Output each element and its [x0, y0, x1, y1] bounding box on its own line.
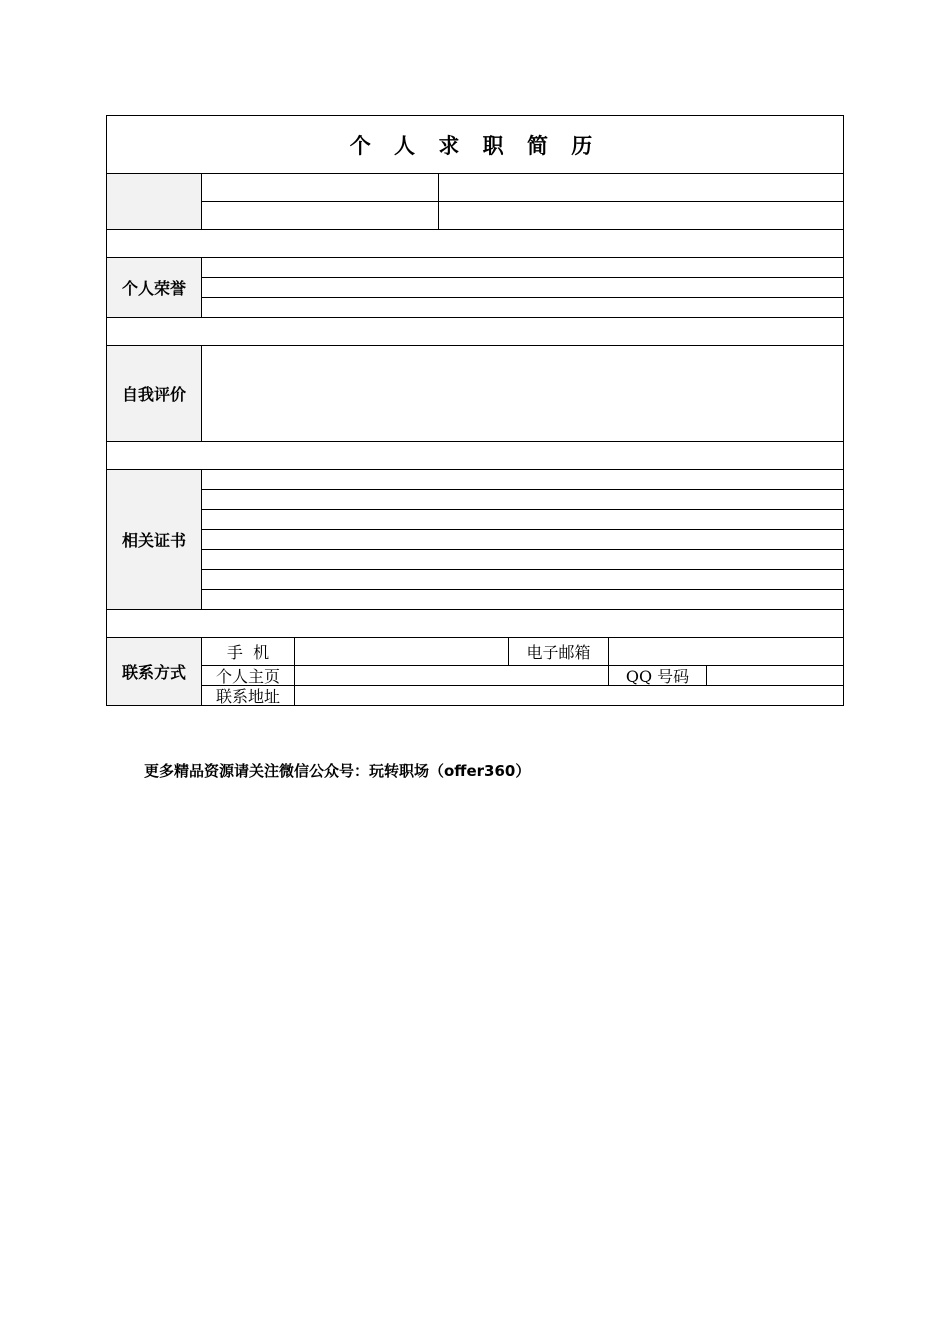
certificate-field[interactable]: [202, 550, 843, 569]
basic-info-field[interactable]: [439, 202, 843, 229]
section-label-self-evaluation: 自我评价: [107, 346, 201, 441]
certificate-field[interactable]: [202, 470, 843, 489]
certificate-field[interactable]: [202, 530, 843, 549]
divider: [107, 441, 843, 442]
photo-cell: [107, 174, 201, 229]
mobile-field[interactable]: [295, 638, 508, 665]
honors-field[interactable]: [202, 278, 843, 297]
self-evaluation-field[interactable]: [202, 346, 843, 441]
email-field[interactable]: [609, 638, 843, 665]
section-label-honors: 个人荣誉: [107, 258, 201, 317]
email-label: 电子邮箱: [526, 643, 591, 662]
basic-info-field[interactable]: [439, 174, 843, 201]
certificate-field[interactable]: [202, 510, 843, 529]
divider: [107, 229, 843, 230]
section-label-contact: 联系方式: [107, 638, 201, 705]
homepage-field[interactable]: [295, 666, 608, 685]
honors-field[interactable]: [202, 298, 843, 317]
qq-label: QQ 号码: [625, 667, 690, 686]
honors-field[interactable]: [202, 258, 843, 277]
mobile-label: 手 机: [226, 643, 270, 662]
basic-info-field[interactable]: [202, 202, 438, 229]
certificate-field[interactable]: [202, 570, 843, 589]
divider: [107, 609, 843, 610]
page-title: 个 人 求 职 简 历: [349, 133, 601, 158]
certificate-field[interactable]: [202, 590, 843, 609]
address-field[interactable]: [295, 686, 843, 705]
basic-info-field[interactable]: [202, 174, 438, 201]
certificate-field[interactable]: [202, 490, 843, 509]
footer-note: 更多精品资源请关注微信公众号：玩转职场（offer360）: [144, 762, 531, 780]
address-label: 联系地址: [215, 687, 280, 706]
resume-table: [106, 115, 844, 706]
qq-field[interactable]: [707, 666, 843, 685]
section-label-certificates: 相关证书: [107, 470, 201, 609]
divider: [107, 317, 843, 318]
homepage-label: 个人主页: [215, 667, 280, 686]
